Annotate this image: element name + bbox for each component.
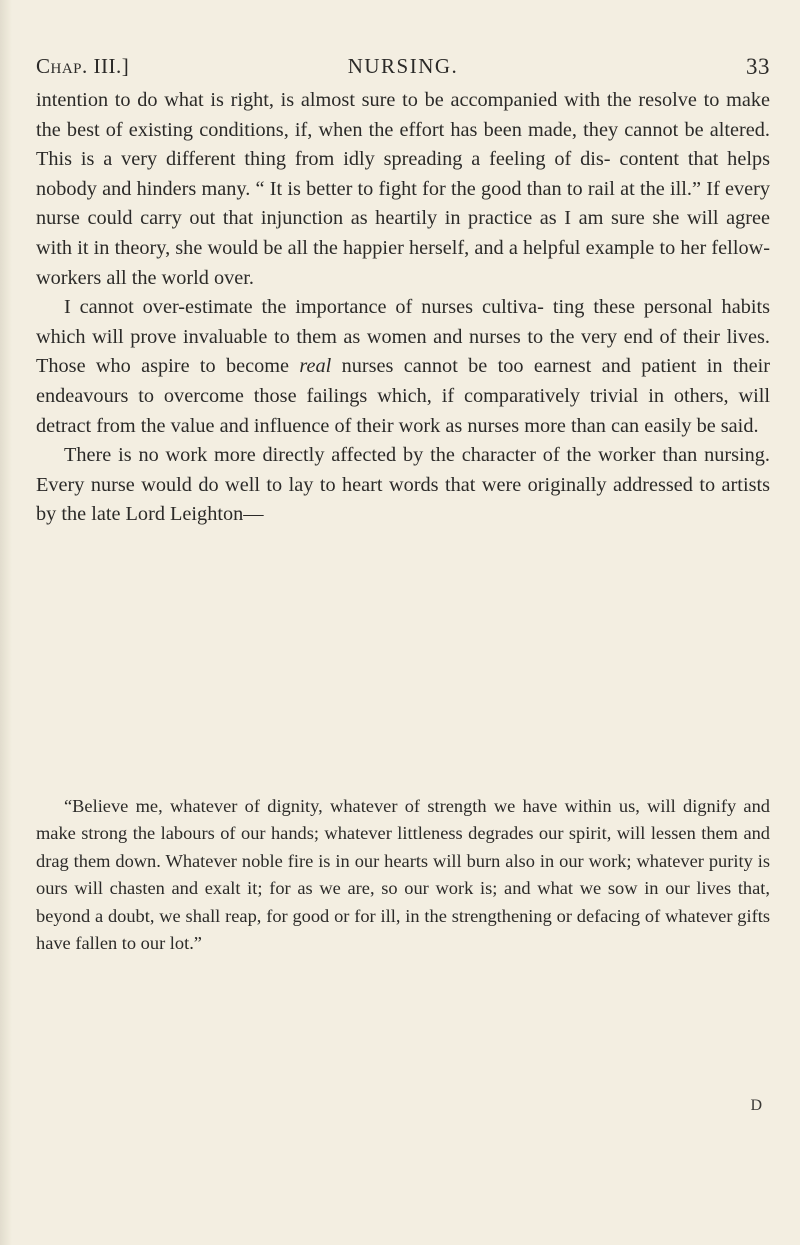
body-text	[36, 86, 770, 530]
binding-edge	[0, 0, 12, 1245]
quote-text: “Believe me, whatever of dignity, whatever of strength we have within us, will dignify and make strong the labours of our hands; whatever littleness degrades our spirit, will lessen them and drag them down. Whatever noble fire is in our hearts will burn also in our work; whatever purity is ours will chasten and exalt it; for as we are, so our work is; and what we sow in our lives that, beyond a doubt, we shall reap, for good or for ill, in the strengthening or defacing of whatever gifts have fallen to our lot.”	[36, 796, 770, 954]
paragraph-2-end: nurses cannot be too earnest and patient in their endeavours to overcome those failings which, if comparatively trivial in others, will detract from the value and influence of their work as nurses more than can easily be said.	[36, 355, 770, 437]
paragraph-1: intention to do what is right, is almost sure to be accompanied with the resolve to make the best of existing conditions, if, when the effort has been made, they cannot be altered. This is a very different thing from idly spreading a feeling of dis- content that helps nobody and hinders many. “ It is better to fight for the good than to rail at the ill.” If every nurse could carry out that injunction as heartily in practice as I am sure she will agree with it in theory, she would be all the happier herself, and a helpful example to her fellow-workers all the world over.	[36, 89, 770, 289]
paragraph-2-start: I cannot over-estimate the importance of nurses cultiva- ting these personal habits which will prove invaluable to them as women and nurses to the very end of their lives. Those who aspire to become	[36, 296, 770, 378]
running-title: NURSING.	[347, 54, 459, 78]
page-number: 33	[746, 54, 770, 79]
chapter-label: Chap. III.]	[36, 54, 130, 78]
paragraph-2	[36, 293, 770, 441]
paragraph-3: There is no work more directly affected by the character of the worker than nursing. Every nurse would do well to lay to heart words that were originally addressed to artists by the late Lord Leighton—	[36, 444, 770, 526]
block-quote	[36, 793, 770, 957]
emphasis-real: real	[299, 355, 332, 378]
signature-mark: D	[750, 1097, 762, 1114]
running-head	[36, 54, 770, 84]
